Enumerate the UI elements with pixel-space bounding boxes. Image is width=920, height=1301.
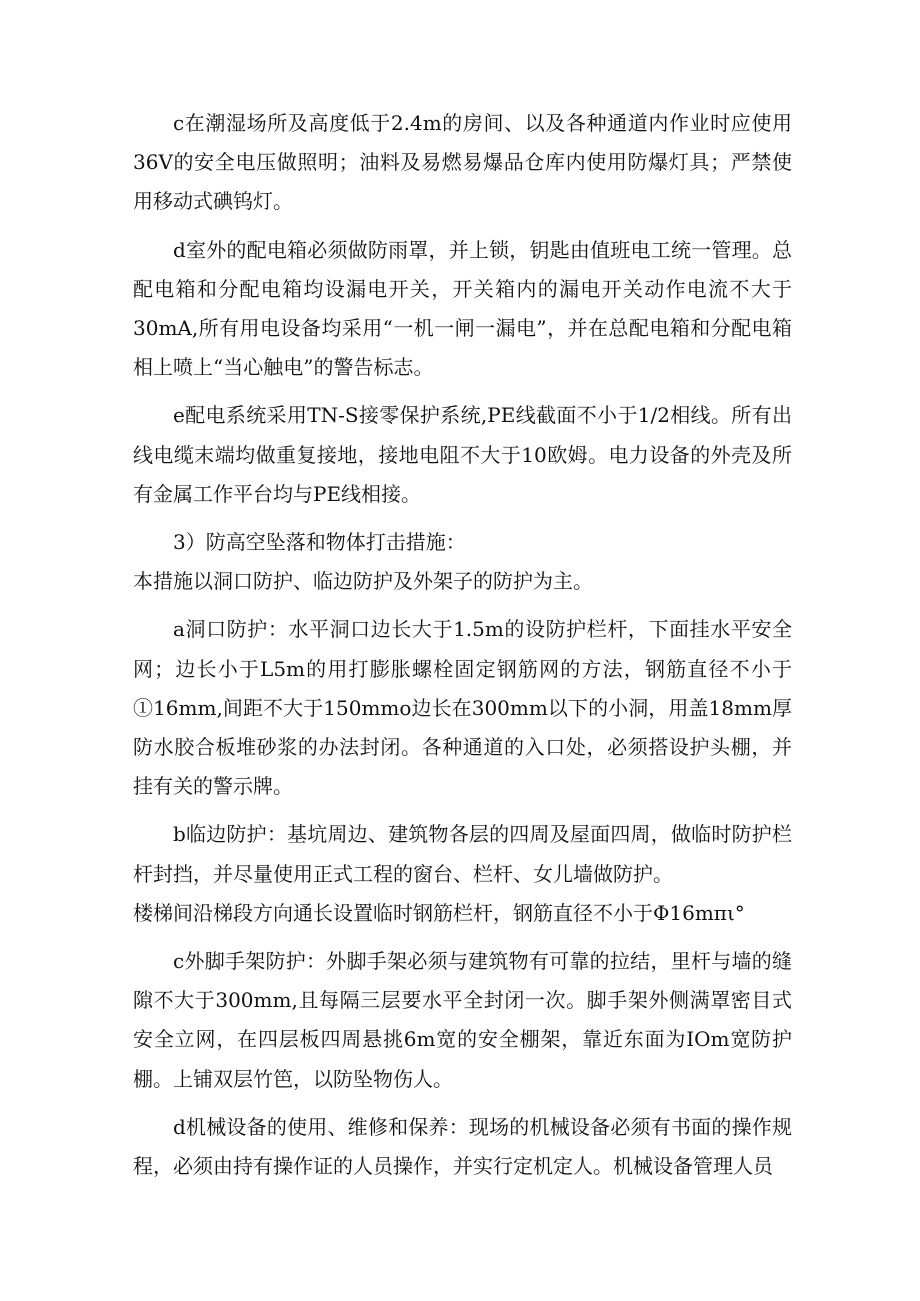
- paragraph-a-opening: a洞口防护：水平洞口边长大于1.5m的设防护栏杆，下面挂水平安全网；边长小于L5m的用打膨胀螺栓固定钢筋网的方法，钢筋直径不小于①16mm,间距不大于150mmo边长在300mm以下的小洞，用盖18mm厚防水胶合板堆砂浆的办法封闭。各种通道的入口处，必须搭设护头棚，并挂有关的警示牌。: [133, 617, 792, 799]
- paragraph-c-scaffold: c外脚手架防护：外脚手架必须与建筑物有可靠的拉结，里杆与墙的缝隙不大于300mm,且每隔三层要水平全封闭一次。脚手架外侧满罩密目式安全立网，在四层板四周悬挑6m宽的安全棚架，靠近东面为IOm宽防护棚。上铺双层竹笆，以防坠物伤人。: [133, 949, 792, 1091]
- paragraph-c-lighting: c在潮湿场所及高度低于2.4m的房间、以及各种通道内作业时应使用36V的安全电压做照明；油料及易燃易爆品仓库内使用防爆灯具；严禁使用移动式碘钨灯。: [133, 111, 792, 214]
- paragraph-b-edge: b临边防护：基坑周边、建筑物各层的四周及屋面四周，做临时防护栏杆封挡，并尽量使用正式工程的窗台、栏杆、女儿墙做防护。: [133, 822, 792, 886]
- paragraph-e-grounding: e配电系统采用TN-S接零保护系统,PE线截面不小于1/2相线。所有出线电缆末端均做重复接地，接地电阻不大于10欧姆。电力设备的外壳及所有金属工作平台均与PE线相接。: [133, 403, 792, 506]
- paragraph-d-machinery: d机械设备的使用、维修和保养：现场的机械设备必须有书面的操作规程，必须由持有操作证的人员操作，并实行定机定人。机械设备管理人员: [133, 1114, 792, 1179]
- section-3-heading: 3）防高空坠落和物体打击措施：: [173, 530, 466, 555]
- paragraph-b-stairs: 楼梯间沿梯段方向通长设置临时钢筋栏杆，钢筋直径不小于Φ16mπι°: [133, 900, 745, 925]
- paragraph-d-distribution-box: d室外的配电箱必须做防雨罩，并上锁，钥匙由值班电工统一管理。总配电箱和分配电箱均设漏电开关，开关箱内的漏电开关动作电流不大于30mA,所有用电设备均采用“一机一闸一漏电”，并在总配电箱和分配电箱相上喷上“当心触电”的警告标志。: [133, 237, 792, 380]
- section-3-intro: 本措施以洞口防护、临边防护及外架子的防护为主。: [133, 569, 593, 594]
